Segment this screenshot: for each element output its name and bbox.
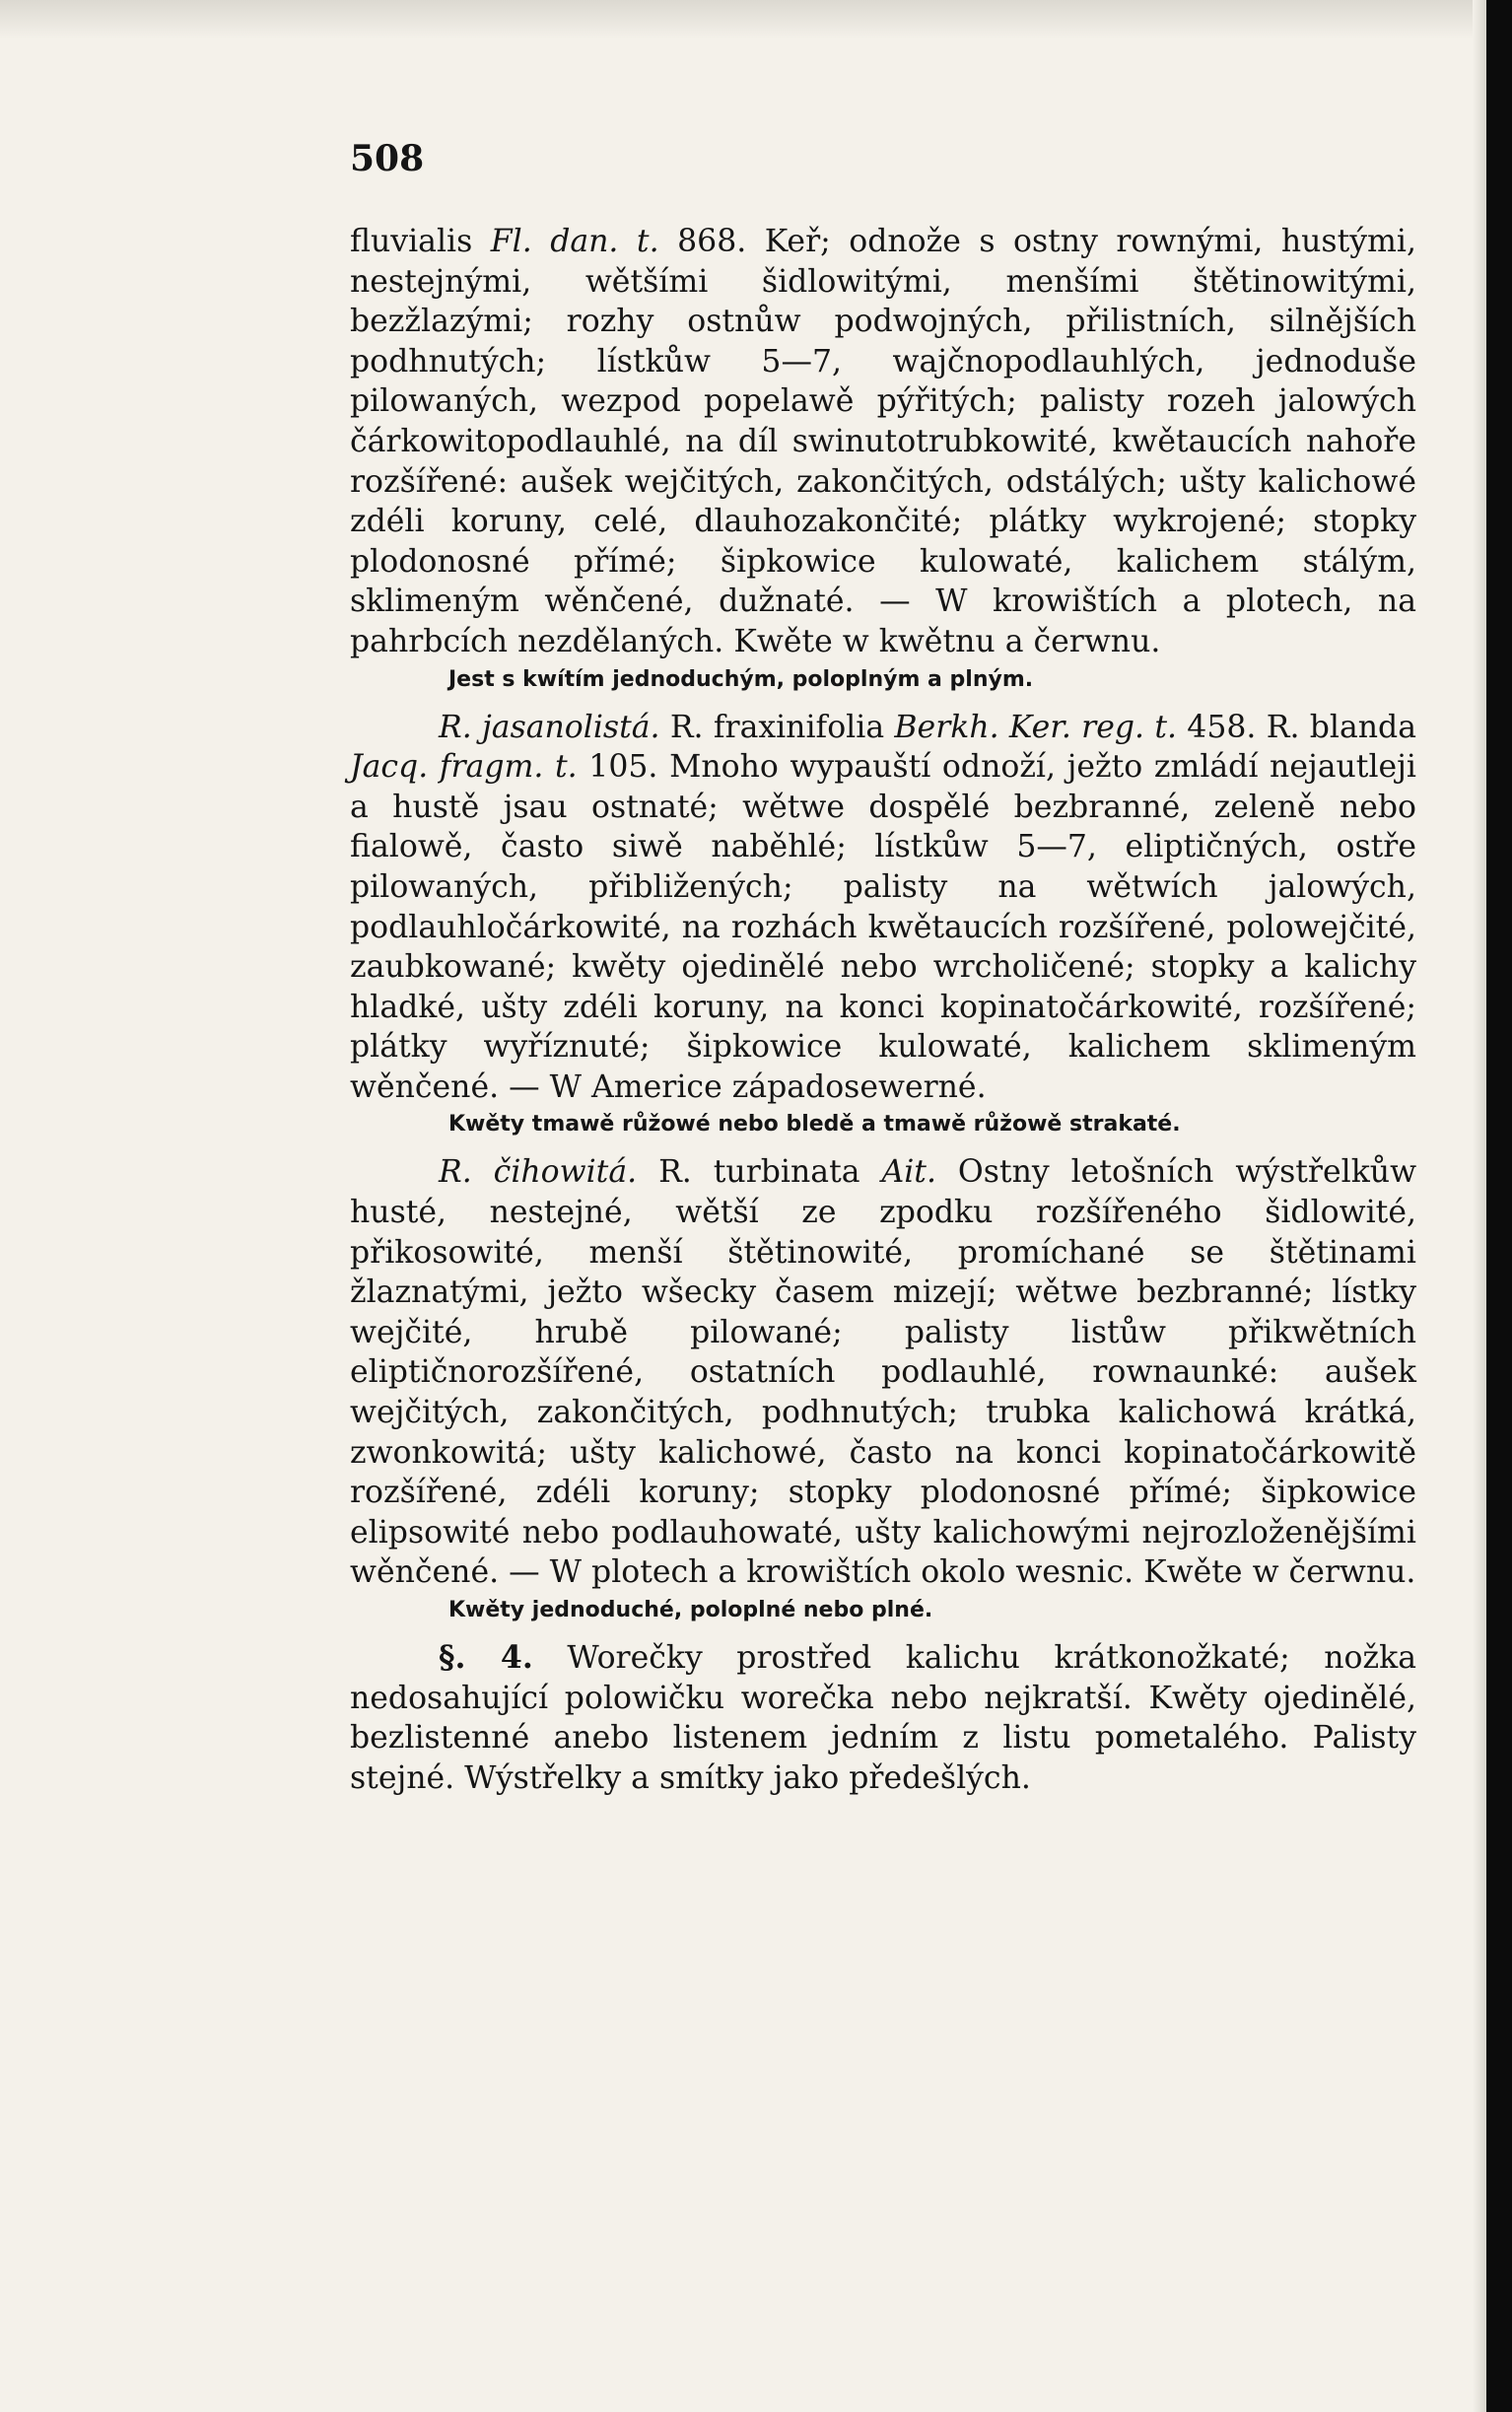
page-gutter [1473,0,1486,2412]
citation: Jacq. fragm. t. [350,749,578,786]
scan-border [1486,0,1512,2412]
entry-note: Jest s kwítím jednoduchým, poloplným a plným. [448,666,1034,692]
citation: Ait. [881,1154,936,1191]
entry-text: Ostny letošních wýstřelkůw husté, nestejné, wětší ze zpodku rozšířeného šidlowité, přikosowité, menší štětinowité, promíchané se štětinami žlaznatými, ježto wšecky časem mizejí; wětwe bezbranné; lístky wejčité, hrubě pilowané; palisty listůw přikwětních eliptičnorozšířené, ostatních podlauhlé, rownaunké: aušek wejčitých, zakončitých, podhnutých; trubka kalichowá krátká, zwonkowitá; ušty kalichowé, často na konci kopinatočárkowitě rozšířené, zdéli koruny; stopky plodonosné přímé; šipkowice elipsowité nebo podlauhowaté, ušty kalichowými nejrozloženějšími wěnčené. — W plotech a krowištích okolo wesnic. Kwěte w čerwnu. [350,1154,1417,1591]
species-latin-name: R. turbinata [658,1154,860,1191]
entry-text: 868. Keř; odnože s ostny rownými, hustými, nestejnými, wětšími šidlowitými, menšími štětinowitými, bezžlazými; rozhy ostnůw podwojných, přilistních, silnějších podhnutých; lístkůw 5—7, wajčnopodlauhlých, jednoduše pilowaných, wezpod popelawě pýřitých; palisty rozeh jalowých čárkowitopodlauhlé, na díl swinutotrubkowité, kwětaucích nahoře rozšířené: aušek wejčitých, zakončitých, odstálých; ušty kalichowé zdéli koruny, celé, dlauhozakončité; plátky wykrojené; stopky plodonosné přímé; šipkowice kulowaté, kalichem stálým, sklimeným wěnčené, dužnaté. — W krowištích a plotech, na pahrbcích nezdělaných. Kwěte w kwětnu a čerwnu. [350,224,1417,659]
species-latin-name: R. fraxinifolia [669,709,885,745]
entry-turbinata [350,1152,1416,1593]
citation-number: 458. [1187,709,1257,745]
citation-number: 105. [588,749,658,786]
section-label: §. 4. [439,1639,533,1676]
section-text: Worečky prostřed kalichu krátkonožkaté; nožka nedosahující polowičku worečka nebo nejkratší. Kwěty ojedinělé, bezlistenné anebo listenem jedním z listu pometalého. Palisty stejné. Wýstřelky a smítky jako předešlých. [350,1640,1416,1796]
page-body [350,222,1416,1798]
species-czech-name: R. jasanolistá. [439,709,660,745]
entry-note: Kwěty tmawě růžowé nebo bledě a tmawě růžowě strakaté. [448,1112,1181,1137]
entry-fraxinifolia [350,708,1416,1108]
section-4 [350,1638,1416,1798]
entry-fluvialis [350,222,1416,662]
citation: Berkh. Ker. reg. t. [894,709,1177,745]
species-czech-name: R. čihowitá. [439,1154,638,1191]
page-top-shadow [0,0,1512,39]
synonym-name: R. blanda [1266,709,1417,745]
entry-text: Mnoho wypauští odnoží, ježto zmládí nejautleji a hustě jsau ostnaté; wětwe dospělé bezbranné, zeleně nebo fialowě, často siwě naběhlé; lístkůw 5—7, eliptičných, ostře pilowaných, přibližených; palisty na wětwích jalowých, podlauhločárkowité, na rozhách kwětaucích rozšířené, polowejčité, zaubkowané; kwěty ojedinělé nebo wrcholičené; stopky a kalichy hladké, ušty zdéli koruny, na konci kopinatočárkowité, rozšířené; plátky wyříznuté; šipkowice kulowaté, kalichem sklimeným wěnčené. — W Americe západosewerné. [350,749,1417,1105]
entry-note: Kwěty jednoduché, poloplné nebo plné. [448,1598,933,1622]
page-number: 508 [350,138,425,179]
entry-prefix: fluvialis [350,224,473,259]
entry-source: Fl. dan. t. [490,224,659,259]
